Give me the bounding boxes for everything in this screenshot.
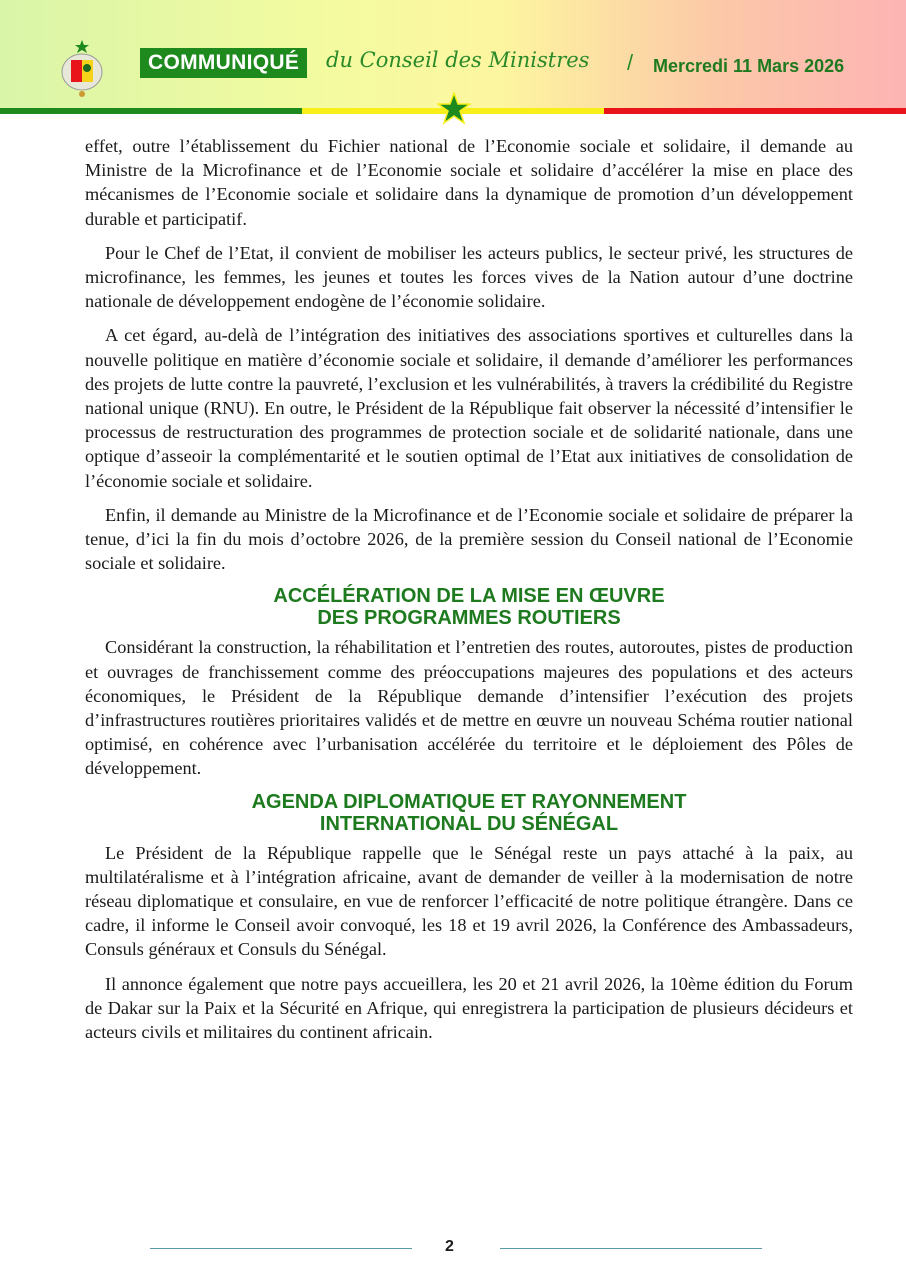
header-subtitle: du Conseil des Ministres <box>326 48 590 72</box>
heading-line: ACCÉLÉRATION DE LA MISE EN ŒUVRE <box>273 585 665 608</box>
heading-line: DES PROGRAMMES ROUTIERS <box>317 607 621 630</box>
paragraph: Enfin, il demande au Ministre de la Microfinance et de l’Economie sociale et solidaire de préparer la tenue, d’ici la fin du mois d’octobre 2026, de la première session du Conseil national de l’Economie sociale et solidaire. <box>85 504 853 574</box>
section-heading-roads <box>85 585 853 629</box>
communique-badge: COMMUNIQUÉ <box>140 48 307 78</box>
footer-line-left <box>150 1248 412 1249</box>
paragraph: Considérant la construction, la réhabilitation et l’entretien des routes, autoroutes, pistes de production et ouvrages de franchissement comme des préoccupations majeures des populations et des acteurs économiques, le Président de la République demande d’intensifier l’exécution des projets d’infrastructures routières prioritaires validés et de mettre en œuvre un nouveau Schéma routier national optimisé, en cohérence avec l’urbanisation accélérée du territoire et le déploiement des Pôles de développement. <box>85 637 853 779</box>
flag-stripe-green <box>0 108 302 114</box>
paragraph: A cet égard, au-delà de l’intégration des initiatives des associations sportives et culturelles dans la nouvelle politique en matière d’économie sociale et solidaire, il demande d’améliorer les performances des projets de lutte contre la pauvreté, l’exclusion et les vulnérabilités, à travers la crédibilité du Registre national unique (RNU). En outre, le Président de la République fait observer la nécessité d’intensifier le processus de restructuration des programmes de protection sociale et de solidarité nationale, dans une optique d’asseoir la complémentarité et le soutien optimal de l’Etat aux initiatives de consolidation de l’économie sociale et solidaire. <box>85 325 853 491</box>
star-icon <box>437 92 471 126</box>
heading-line: INTERNATIONAL DU SÉNÉGAL <box>319 812 619 835</box>
header-date: Mercredi 11 Mars 2026 <box>653 56 845 76</box>
page-number: 2 <box>445 1238 454 1255</box>
footer-line-right <box>500 1248 762 1249</box>
section-heading-diplomacy <box>85 791 853 835</box>
paragraph: Il annonce également que notre pays accueillera, les 20 et 21 avril 2026, la 10ème édition du Forum de Dakar sur la Paix et la Sécurité en Afrique, qui enregistrera la participation de plusieurs décideurs et acteurs civils et militaires du continent africain. <box>85 973 853 1043</box>
flag-stripe-red <box>604 108 906 114</box>
header-separator: / <box>627 50 634 75</box>
heading-line: AGENDA DIPLOMATIQUE ET RAYONNEMENT <box>251 790 687 813</box>
paragraph: Pour le Chef de l’Etat, il convient de mobiliser les acteurs publics, le secteur privé, les structures de microfinance, les femmes, les jeunes et toutes les forces vives de la Nation autour d’une doctrine nationale de développement endogène de l’économie solidaire. <box>85 242 853 312</box>
document-body <box>85 134 853 1054</box>
paragraph: effet, outre l’établissement du Fichier national de l’Economie sociale et solidaire, il demande au Ministre de la Microfinance et de l’Economie sociale et solidaire d’accélérer la mise en place des mécanismes de l’Economie sociale et solidaire dans la dynamique de promotion d’un développement durable et participatif. <box>85 136 853 229</box>
senegal-coat-of-arms-icon <box>58 40 106 98</box>
paragraph: Le Président de la République rappelle que le Sénégal reste un pays attaché à la paix, au multilatéralisme et à l’intégration africaine, avant de demander de veiller à la modernisation de notre réseau diplomatique et consulaire, en vue de renforcer l’efficacité de notre politique étrangère. Dans ce cadre, il informe le Conseil avoir convoqué, les 18 et 19 avril 2026, la Conférence des Ambassadeurs, Consuls généraux et Consuls du Sénégal. <box>85 842 853 960</box>
